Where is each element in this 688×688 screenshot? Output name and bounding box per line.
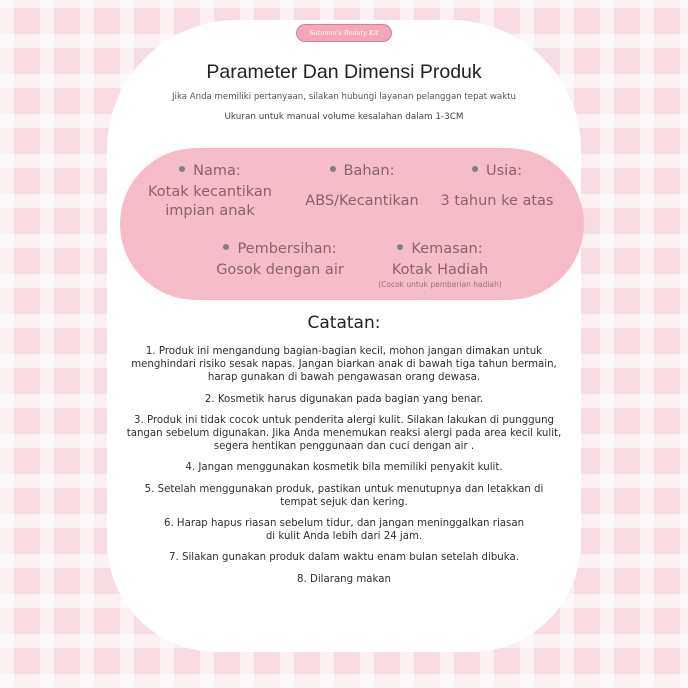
spec-pembersihan-value: Gosok dengan air: [216, 262, 344, 278]
spec-bahan: [288, 163, 436, 211]
note-line: 2. Kosmetik harus digunakan pada bagian yang benar.: [204, 393, 484, 405]
page-title: Parameter Dan Dimensi Produk: [206, 61, 482, 83]
note-line: tangan sebelum digunakan. Jika Anda menemukan reaksi alergi pada area kecil kulit,: [126, 428, 562, 440]
spec-kemasan-value: Kotak Hadiah: [391, 262, 489, 278]
note-item: [0, 345, 688, 385]
brand-badge-text: Satomin's Beauty Kit: [309, 29, 379, 37]
note-line: 7. Silakan gunakan produk dalam waktu enam bulan setelah dibuka.: [169, 552, 519, 564]
spec-usia: [432, 163, 562, 211]
note-line: 6. Harap hapus riasan sebelum tidur, dan jangan meninggalkan riasan: [163, 518, 525, 530]
note-line: 5. Setelah menggunakan produk, pastikan untuk menutupnya dan letakkan di: [144, 483, 544, 495]
note-line: 4. Jangan menggunakan kosmetik bila memiliki penyakit kulit.: [185, 462, 503, 474]
spec-pembersihan-label: Pembersihan:: [205, 241, 355, 257]
spec-nama: [140, 163, 280, 221]
note-line: di kulit Anda lebih dari 24 jam.: [265, 531, 423, 543]
note-item: [0, 483, 688, 509]
note-line: 8. Dilarang makan: [297, 573, 391, 585]
brand-badge: [296, 24, 392, 42]
note-line: menghindari risiko sesak napas. Jangan biarkan anak di bawah tiga tahun bermain,: [131, 359, 557, 371]
spec-bahan-value: ABS/Kecantikan: [305, 193, 419, 209]
note-line: tempat sejuk dan kering.: [280, 496, 408, 508]
spec-kemasan-note: (Cocok untuk pemberian hadiah): [378, 280, 502, 289]
note-item: [0, 517, 688, 543]
spec-usia-value: 3 tahun ke atas: [440, 193, 554, 209]
note-line: segera hentikan penggunaan dan cuci dengan air .: [213, 441, 475, 453]
spec-kemasan-label: Kemasan:: [355, 241, 525, 257]
spec-bahan-label: Bahan:: [288, 163, 436, 179]
note-item: [0, 393, 688, 406]
spec-nama-value: [140, 183, 280, 221]
spec-nama-label: Nama:: [140, 163, 280, 179]
note-item: [0, 573, 688, 586]
spec-pembersihan: [205, 241, 355, 280]
notes-list: [0, 345, 688, 594]
spec-usia-label: Usia:: [432, 163, 562, 179]
notes-heading: Catatan:: [307, 313, 381, 333]
spec-nama-value-line2: impian anak: [165, 203, 255, 219]
note-item: [0, 551, 688, 564]
note-item: [0, 414, 688, 454]
note-line: 1. Produk ini mengandung bagian-bagian kecil, mohon jangan dimakan untuk: [145, 346, 543, 357]
spec-kemasan: [355, 241, 525, 289]
note-line: harap gunakan di bawah pengawasan orang dewasa.: [207, 372, 481, 384]
note-item: [0, 461, 688, 474]
tolerance-note: Ukuran untuk manual volume kesalahan dalam 1-3CM: [224, 112, 464, 122]
spec-nama-value-line1: Kotak kecantikan: [147, 184, 272, 200]
contact-subtitle: Jika Anda memiliki pertanyaan, silakan hubungi layanan pelanggan tepat waktu: [172, 92, 516, 102]
note-line: 3. Produk ini tidak cocok untuk penderita alergi kulit. Silakan lakukan di punggung: [133, 414, 555, 426]
